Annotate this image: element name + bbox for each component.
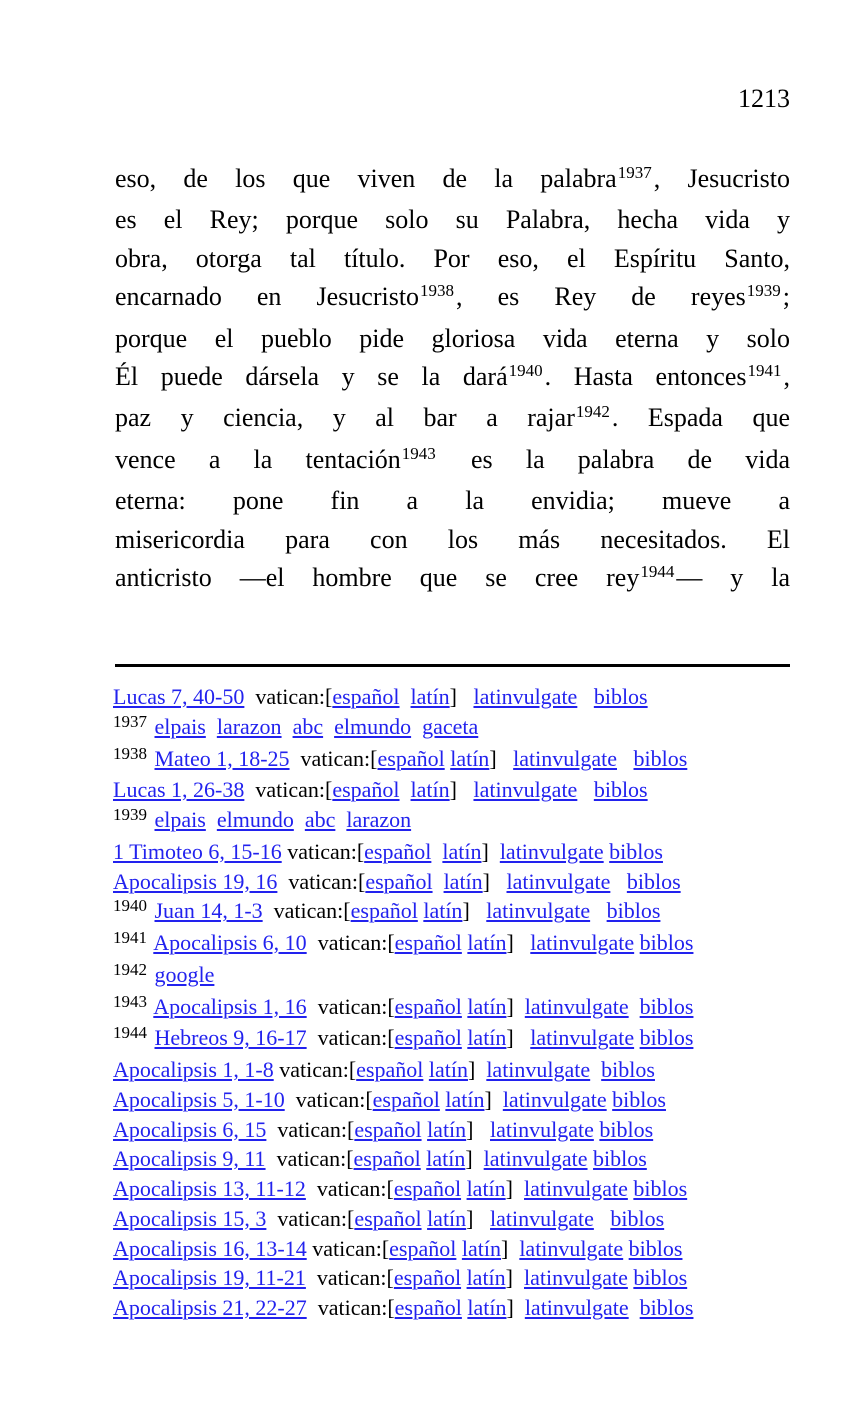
footnote-link[interactable]: biblos [593, 1146, 647, 1172]
footnote-link[interactable]: biblos [633, 1176, 688, 1201]
footnote-ref: 1943 [401, 443, 436, 463]
footnote-link[interactable]: Lucas 7, 40-50 [113, 684, 245, 709]
footnote-link[interactable]: español [393, 1176, 462, 1201]
footnote-ref: 1941 [747, 361, 782, 381]
footnote-link[interactable]: biblos [606, 898, 661, 924]
text-run: vatican:[ [244, 777, 333, 803]
footnote-ref: 1939 [746, 281, 781, 301]
text-run: ] [467, 1057, 487, 1082]
footnote-line [113, 1085, 807, 1115]
text-run [629, 994, 640, 1019]
footnote-link[interactable]: biblos [639, 930, 694, 955]
footnote-ref: 1940 [508, 361, 543, 381]
paragraph-line [115, 160, 790, 201]
footnote-link[interactable]: latín [450, 745, 490, 771]
text-run: ] [484, 1086, 503, 1112]
footnote-link[interactable]: latinvulgate [519, 1235, 624, 1261]
text-run: vatican:[ [289, 745, 378, 771]
text-run: vatican:[ [306, 930, 395, 955]
text-run: ] [506, 1025, 531, 1051]
footnote-line [113, 928, 807, 960]
footnote-link[interactable]: biblos [601, 1057, 655, 1082]
text-run: vatican:[ [306, 993, 395, 1019]
footnote-link[interactable]: elpais [154, 713, 206, 739]
footnote-link[interactable]: español [354, 1116, 422, 1142]
text-run: anticristo —el hombre que se cree rey [115, 563, 640, 593]
footnote-link[interactable]: latinvulgate [524, 1176, 628, 1201]
text-run: ] [506, 1295, 525, 1320]
text-run: encarnado en Jesucristo [115, 282, 420, 312]
footnote-link[interactable]: español [350, 898, 418, 924]
text-run: Él puede dársela y se la dará [115, 362, 508, 392]
text-run: ] [481, 838, 500, 864]
footnote-link[interactable]: español [353, 1146, 421, 1172]
text-run [282, 714, 293, 739]
footnote-link[interactable]: latinvulgate [530, 1025, 635, 1051]
footnote-number: 1939 [113, 805, 147, 824]
footnote-link[interactable]: biblos [593, 777, 648, 803]
footnote-link[interactable]: español [393, 1265, 462, 1291]
footnote-link[interactable]: español [394, 993, 462, 1019]
footnote-link[interactable]: latín [466, 1176, 506, 1201]
text-run [577, 684, 594, 709]
text-run: ] [489, 745, 514, 771]
footnote-line [113, 1234, 807, 1264]
text-run [323, 714, 334, 739]
footnote-link[interactable]: latinvulgate [486, 898, 591, 924]
text-run: misericordia para con los más necesitados. El [115, 524, 790, 554]
footnote-link[interactable]: latinvulgate [473, 777, 578, 803]
footnote-line [113, 896, 807, 928]
paragraph-line [115, 441, 790, 482]
text-run: es el Rey; porque solo su Palabra, hecha vida y [115, 205, 790, 235]
text-run: . Espada que [611, 403, 790, 433]
footnote-link[interactable]: Mateo 1, 18-25 [154, 745, 290, 771]
text-run: , Jesucristo [653, 164, 790, 193]
footnote-link[interactable]: Apocalipsis 19, 11-21 [113, 1265, 306, 1291]
footnote-link[interactable]: biblos [599, 1116, 654, 1142]
text-run [206, 807, 217, 832]
footnote-ref: 1938 [420, 281, 455, 301]
footnote-link[interactable]: latín [428, 1057, 468, 1082]
paragraph-line [115, 320, 790, 358]
footnote-line [113, 992, 807, 1024]
text-run [400, 684, 411, 709]
footnote-number: 1937 [113, 711, 147, 731]
text-run: ] [482, 868, 507, 894]
footnote-link[interactable]: biblos [609, 838, 663, 864]
footnote-line [113, 682, 807, 712]
footnote-link[interactable]: Hebreos 9, 16-17 [154, 1025, 307, 1051]
text-run: eso, de los que viven de la palabra [115, 164, 617, 193]
footnote-link[interactable]: latín [442, 838, 482, 864]
footnote-link[interactable]: Apocalipsis 16, 13-14 [113, 1235, 307, 1261]
footnote-link[interactable]: latín [467, 993, 507, 1019]
footnote-link[interactable]: latinvulgate [530, 930, 635, 955]
footnote-link[interactable]: español [372, 1086, 440, 1112]
text-run [400, 777, 411, 802]
footnote-link[interactable]: Apocalipsis 6, 15 [113, 1116, 267, 1142]
footnote-link[interactable]: español [389, 1235, 457, 1261]
footnote-link[interactable]: Apocalipsis 19, 16 [113, 868, 278, 894]
text-run: vatican:[ [305, 1265, 394, 1291]
footnote-link[interactable]: latín [426, 1146, 466, 1172]
text-run: porque el pueblo pide gloriosa vida eterna y solo [115, 323, 790, 353]
footnote-line [113, 960, 807, 992]
footnote-ref: 1944 [640, 562, 675, 582]
text-run [411, 714, 422, 739]
footnote-link[interactable]: abc [304, 807, 336, 832]
footnote-line [113, 775, 807, 805]
footnote-link[interactable]: Apocalipsis 21, 22-27 [113, 1295, 307, 1320]
footnote-link[interactable]: español [364, 838, 432, 864]
text-run: vatican:[ [284, 1086, 373, 1112]
page-number: 1213 [738, 84, 790, 113]
footnote-link[interactable]: latinvulgate [473, 684, 578, 709]
paragraph-line [115, 482, 790, 520]
footnote-number: 1942 [113, 959, 147, 979]
text-run: vatican:[ [305, 1176, 394, 1201]
footnote-line [113, 1115, 807, 1145]
footnote-number: 1941 [113, 928, 147, 947]
text-run: . Hasta entonces [544, 362, 747, 392]
text-run: vatican:[ [306, 1025, 395, 1051]
footnote-link[interactable]: latín [467, 1025, 507, 1051]
footnote-line [113, 805, 807, 837]
footnote-link[interactable]: español [377, 745, 445, 771]
text-run: ] [449, 777, 474, 803]
footnote-link[interactable]: Apocalipsis 15, 3 [113, 1205, 267, 1231]
text-run: ; [782, 282, 790, 312]
text-run: obra, otorga tal título. Por eso, el Espíritu Santo, [115, 243, 790, 273]
footnote-link[interactable]: latinvulgate [506, 868, 611, 894]
text-run: vatican:[ [262, 898, 351, 924]
footnote-link[interactable]: latinvulgate [524, 1295, 629, 1320]
paragraph-line [115, 201, 790, 239]
footnote-link[interactable]: elmundo [216, 807, 294, 832]
text-run: vatican:[ [277, 868, 366, 894]
text-run [206, 714, 217, 739]
footnote-link[interactable]: latinvulgate [490, 1116, 594, 1142]
text-run [594, 1206, 611, 1231]
text-run: ] [505, 1265, 524, 1291]
paragraph-line [115, 521, 790, 559]
footnote-link[interactable]: latín [423, 898, 463, 924]
footnote-link[interactable]: biblos [626, 868, 681, 894]
footnote-link[interactable]: español [365, 868, 433, 894]
footnote-line [113, 1263, 807, 1293]
text-run: ] [506, 993, 525, 1019]
footnote-line [113, 837, 807, 867]
footnote-line [113, 1023, 807, 1055]
footnote-link[interactable]: español [394, 930, 462, 955]
footnote-line [113, 1204, 807, 1234]
footnote-link[interactable]: latinvulgate [486, 1057, 591, 1082]
text-run [590, 898, 607, 923]
text-run: , [783, 362, 790, 392]
text-run [590, 1057, 601, 1082]
footnote-link[interactable]: latín [461, 1235, 501, 1261]
body-paragraph [115, 160, 790, 600]
text-run: ] [462, 898, 487, 924]
footnote-link[interactable]: biblos [612, 1086, 666, 1112]
footnote-link[interactable]: latín [427, 1205, 467, 1231]
text-run: es la palabra de vida [437, 444, 790, 474]
text-run [431, 839, 442, 864]
footnote-link[interactable]: biblos [633, 1265, 688, 1291]
footnote-link[interactable]: gaceta [422, 713, 479, 739]
footnote-link[interactable]: latín [443, 868, 483, 894]
footnote-link[interactable]: biblos [639, 993, 694, 1019]
footnote-link[interactable]: latinvulgate [513, 745, 617, 771]
text-run: ] [506, 930, 531, 955]
text-run [433, 869, 444, 894]
footnote-link[interactable]: Lucas 1, 26-38 [113, 777, 245, 803]
text-run: ] [465, 1146, 484, 1172]
footnote-line [113, 712, 807, 744]
footnote-link[interactable]: biblos [610, 1205, 665, 1231]
footnote-link[interactable]: latín [466, 1265, 506, 1291]
footnote-number: 1940 [113, 896, 147, 916]
footnote-link[interactable]: Apocalipsis 6, 10 [153, 930, 307, 955]
paragraph-line [115, 559, 790, 600]
footnote-link[interactable]: elpais [154, 807, 206, 832]
footnote-link[interactable]: biblos [628, 1235, 683, 1261]
text-run: vatican:[ [273, 1057, 357, 1082]
footnote-line [113, 1144, 807, 1174]
text-run: vatican:[ [266, 1205, 355, 1231]
footnote-link[interactable]: latinvulgate [490, 1205, 594, 1231]
footnote-link[interactable]: elmundo [334, 713, 412, 739]
text-run: ] [505, 1176, 524, 1201]
footnote-link[interactable]: español [356, 1057, 424, 1082]
footnote-link[interactable]: latín [410, 777, 450, 803]
text-run: vatican:[ [244, 684, 333, 709]
footnote-link[interactable]: latinvulgate [499, 838, 604, 864]
paragraph-line [115, 240, 790, 278]
footnote-link[interactable]: latín [410, 684, 450, 709]
footnote-link[interactable]: latinvulgate [483, 1146, 588, 1172]
footnote-link[interactable]: latín [467, 1295, 507, 1320]
footnote-link[interactable]: biblos [593, 684, 648, 709]
text-run [617, 746, 634, 771]
footnote-line [113, 867, 807, 897]
paragraph-line [115, 358, 790, 399]
footnote-link[interactable]: Apocalipsis 9, 11 [113, 1146, 266, 1172]
text-run: ] [466, 1116, 490, 1142]
footnote-link[interactable]: Apocalipsis 1, 1-8 [113, 1057, 274, 1082]
text-run [335, 807, 346, 832]
footnote-link[interactable]: español [394, 1295, 462, 1320]
text-run: vatican:[ [265, 1146, 354, 1172]
footnote-link[interactable]: español [394, 1025, 462, 1051]
footnote-line [113, 744, 807, 776]
text-run [294, 807, 305, 832]
footnote-ref: 1942 [575, 402, 610, 422]
text-run: vatican:[ [266, 1116, 355, 1142]
footnote-link[interactable]: biblos [639, 1025, 694, 1051]
footnote-link[interactable]: biblos [633, 745, 688, 771]
footnote-link[interactable]: latinvulgate [524, 1265, 628, 1291]
footnote-line [113, 1293, 807, 1323]
footnote-link[interactable]: latinvulgate [524, 993, 629, 1019]
paragraph-line [115, 399, 790, 440]
footnote-link[interactable]: español [332, 684, 400, 709]
footnote-number: 1943 [113, 991, 147, 1011]
footnote-link[interactable]: larazon [216, 713, 282, 739]
text-run [610, 869, 627, 894]
text-run: — y la [676, 563, 790, 593]
footnote-ref: 1937 [617, 163, 652, 182]
footnote-link[interactable]: latín [445, 1086, 485, 1112]
footnote-link[interactable]: 1 Timoteo 6, 15-16 [113, 838, 282, 864]
footnote-link[interactable]: latín [467, 930, 507, 955]
text-run: vence a la tentación [115, 444, 401, 474]
footnote-link[interactable]: español [354, 1205, 422, 1231]
text-run: vatican:[ [306, 1295, 395, 1320]
text-run: ] [449, 684, 474, 709]
footnotes-section [113, 682, 807, 1323]
footnote-link[interactable]: Apocalipsis 13, 11-12 [113, 1176, 306, 1201]
footnote-link[interactable]: Apocalipsis 1, 16 [153, 993, 307, 1019]
footnote-link[interactable]: latinvulgate [502, 1086, 607, 1112]
footnote-number: 1938 [113, 743, 147, 763]
page-header [115, 84, 790, 114]
text-run: vatican:[ [281, 838, 365, 864]
footnote-link[interactable]: abc [292, 713, 324, 739]
footnote-line [113, 1055, 807, 1085]
footnote-link[interactable]: biblos [639, 1295, 694, 1320]
text-run: vatican:[ [306, 1235, 390, 1261]
footnote-link[interactable]: Apocalipsis 5, 1-10 [113, 1086, 285, 1112]
footnote-link[interactable]: Juan 14, 1-3 [154, 898, 263, 924]
footnote-number: 1944 [113, 1023, 147, 1043]
text-run [577, 777, 594, 802]
footnote-link[interactable]: latín [427, 1116, 467, 1142]
footnote-link[interactable]: español [332, 777, 400, 803]
footnote-separator [115, 664, 790, 667]
text-run: eterna: pone fin a la envidia; mueve a [115, 486, 790, 516]
footnote-line [113, 1174, 807, 1204]
text-run: , es Rey de reyes [456, 282, 746, 312]
text-run: ] [500, 1235, 520, 1261]
footnote-link[interactable]: google [154, 961, 215, 987]
text-run: paz y ciencia, y al bar a rajar [115, 403, 575, 433]
text-run: ] [466, 1205, 490, 1231]
footnote-link[interactable]: larazon [346, 807, 412, 832]
text-run [629, 1295, 640, 1320]
paragraph-line [115, 278, 790, 319]
